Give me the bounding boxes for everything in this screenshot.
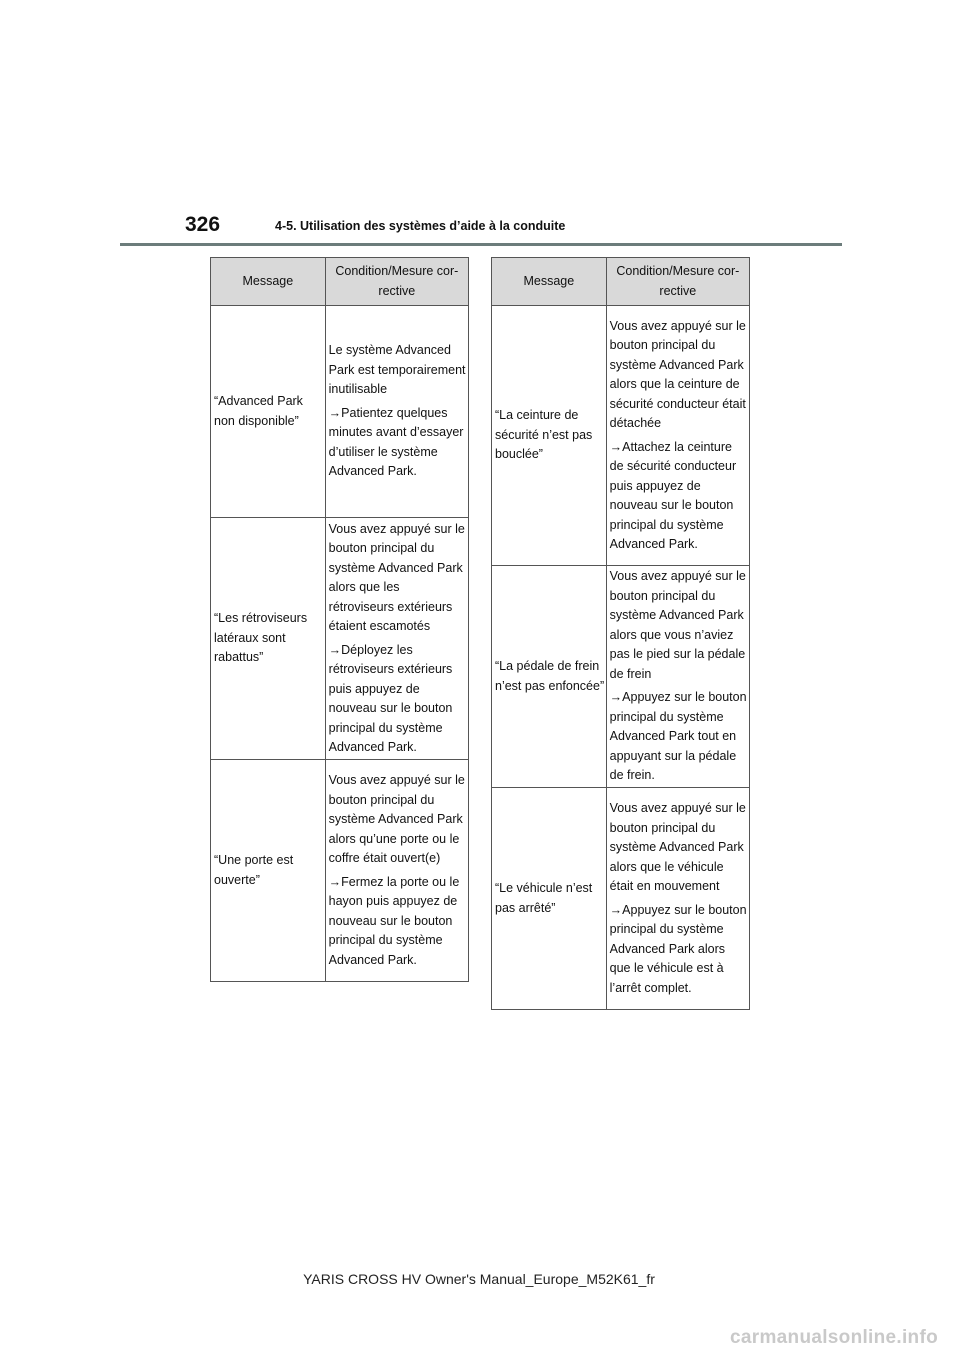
message-cell: “Une porte est ouverte” (211, 760, 326, 982)
table-header-row (492, 258, 750, 306)
condition-text: Vous avez appuyé sur le bouton principal du système Advanced Park alors que vous n’aviez pas le pied sur la pédale de frein (609, 569, 746, 681)
header-divider (120, 243, 842, 246)
footer-manual-name: YARIS CROSS HV Owner's Manual_Europe_M52K61_fr (303, 1271, 655, 1287)
table-row (211, 518, 469, 760)
condition-cell (606, 566, 749, 788)
corrective-action-text: →Fermez la porte ou le hayon puis appuyez de nouveau sur le bouton principal du système Advanced Park. (328, 874, 460, 967)
watermark: carmanualsonline.info (730, 1327, 938, 1348)
corrective-action-text: →Attachez la ceinture de sécurité conducteur puis appuyez de nouveau sur le bouton principal du système Advanced Park. (609, 439, 737, 551)
column-header-condition: Condition/Mesure cor- rective (606, 258, 749, 306)
message-cell: “Les rétroviseurs latéraux sont rabattus” (211, 518, 326, 760)
page-number: 326 (185, 213, 221, 236)
condition-text: Vous avez appuyé sur le bouton principal du système Advanced Park alors que les rétroviseurs extérieurs étaient escamotés (328, 521, 465, 633)
table-header-row (211, 258, 469, 306)
message-cell: “La ceinture de sécurité n’est pas bouclée” (492, 306, 607, 566)
message-table-left (210, 257, 469, 982)
message-table-right (491, 257, 750, 1010)
condition-cell (325, 760, 468, 982)
message-cell: “Le véhicule n’est pas arrêté” (492, 788, 607, 1010)
column-header-message: Message (492, 258, 607, 306)
message-cell: “La pédale de frein n’est pas enfoncée” (492, 566, 607, 788)
corrective-action-text: →Patientez quelques minutes avant d’essayer d’utiliser le système Advanced Park. (328, 405, 464, 479)
condition-cell (325, 306, 468, 518)
condition-cell (606, 306, 749, 566)
column-header-condition: Condition/Mesure cor- rective (325, 258, 468, 306)
section-title: 4-5. Utilisation des systèmes d’aide à la conduite (275, 219, 566, 233)
table-row (492, 566, 750, 788)
corrective-action-text: →Appuyez sur le bouton principal du système Advanced Park tout en appuyant sur la pédale de frein. (609, 690, 747, 783)
condition-text: Vous avez appuyé sur le bouton principal du système Advanced Park alors que le véhicule était en mouvement (609, 801, 746, 893)
table-row (492, 306, 750, 566)
condition-cell (325, 518, 468, 760)
condition-text: Le système Advanced Park est temporairement inutilisable (328, 343, 466, 397)
condition-text: Vous avez appuyé sur le bouton principal du système Advanced Park alors qu’une porte ou le coffre était ouvert(e) (328, 773, 465, 865)
corrective-action-text: →Appuyez sur le bouton principal du système Advanced Park alors que le véhicule est à l’arrêt complet. (609, 902, 747, 995)
corrective-action-text: →Déployez les rétroviseurs extérieurs puis appuyez de nouveau sur le bouton principal du système Advanced Park. (328, 642, 453, 754)
message-cell: “Advanced Park non disponible” (211, 306, 326, 518)
table-row (211, 760, 469, 982)
column-header-message: Message (211, 258, 326, 306)
condition-text: Vous avez appuyé sur le bouton principal du système Advanced Park alors que la ceinture de sécurité conducteur était détachée (609, 318, 746, 430)
table-row (211, 306, 469, 518)
table-row (492, 788, 750, 1010)
condition-cell (606, 788, 749, 1010)
